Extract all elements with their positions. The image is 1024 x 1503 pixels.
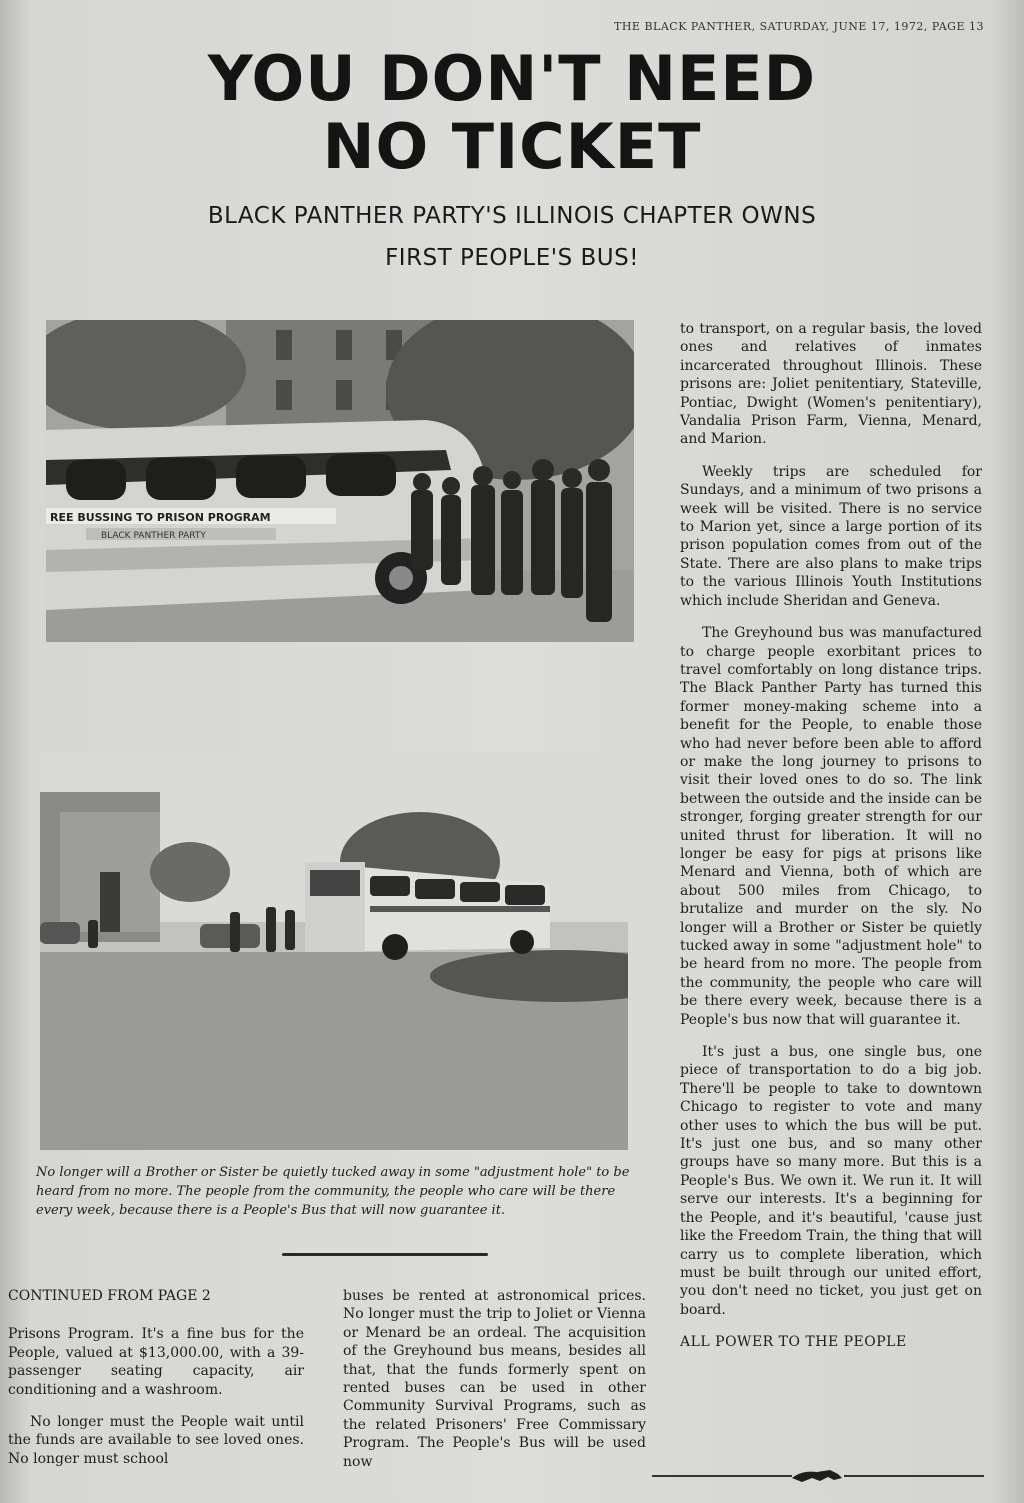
photo-caption: No longer will a Brother or Sister be quietly tucked away in some "adjustment hole" to be heard from no more. The people from the community, the people who care will be there every week, because there is a People's Bus that will now guarantee it.	[36, 1165, 630, 1218]
photo-bus-at-prison	[40, 752, 628, 1150]
article-paragraph: to transport, on a regular basis, the loved ones and relatives of inmates incarcerated throughout Illinois. These prisons are: Joliet penitentiary, Stateville, Pontiac, Dwight (Women's penitentiary), Vandalia Prison Farm, Vienna, Menard, and Marion.	[680, 321, 982, 448]
article-paragraph: It's just a bus, one single bus, one piece of transportation to do a big job. There'll be people to take to downtown Chicago to register to vote and many other uses to which the bus will be put. It's just one bus, and so many other groups have so many more. But this is a People's Bus. We own it. We run it. It will serve our interests. It's a beginning for the People, and it's beautiful, 'cause just like the Freedom Train, the thing that will carry us to complete liberation, which must be built through our united effort, you don't need no ticket, you just get on board.	[680, 1044, 982, 1318]
subhead-line-2: FIRST PEOPLE'S BUS!	[385, 245, 639, 271]
bus-sign-text-2: BLACK PANTHER PARTY	[101, 531, 206, 541]
article-paragraph: Prisons Program. It's a fine bus for the People, valued at $13,000.00, with a 39-passenger seating capacity, air conditioning and a washroom.	[8, 1326, 304, 1398]
subhead-line-1: BLACK PANTHER PARTY'S ILLINOIS CHAPTER OWNS	[207, 203, 817, 229]
article-column-right	[680, 320, 982, 1366]
article-paragraph: The Greyhound bus was manufactured to charge people exorbitant prices to travel comfortably on long distance trips. The Black Panther Party has turned this former money-making scheme into a benefit for the People, to enable those who had never before been able to afford or make the long journey to prisons to visit their loved ones to do so. The link between the outside and the inside can be stronger, forging greater strength for our united thrust for liberation. It will no longer be easy for pigs at prisons like Menard and Vienna, both of which are about 500 miles from Chicago, to brutalize and murder on the sly. No longer will a Brother or Sister be quietly tucked away in some "adjustment hole" to be heard from no more. The people from the community, the people who care will be there every week, because there is a People's bus now that will guarantee it.	[680, 625, 982, 1028]
article-paragraph: buses be rented at astronomical prices. No longer must the trip to Joliet or Vienna or Menard be an ordeal. The acquisition of the Greyhound bus means, besides all that, that the funds formerly spent on rented buses can be used in other Community Survival Programs, such as the related Prisoners' Free Commissary Program. The People's Bus will be used now	[343, 1288, 646, 1470]
running-head: THE BLACK PANTHER, SATURDAY, JUNE 17, 1972, PAGE 13	[614, 20, 984, 33]
article-column-middle	[343, 1287, 646, 1485]
caption-divider	[282, 1253, 488, 1256]
article-column-left	[8, 1287, 304, 1482]
article-paragraph: Weekly trips are scheduled for Sundays, and a minimum of two prisons a week will be visited. There is no service to Marion yet, since a large portion of its prison population comes from out of the State. There are also plans to make trips to the various Illinois Youth Institutions which include Sheridan and Geneva.	[680, 463, 982, 609]
signoff: ALL POWER TO THE PEOPLE	[680, 1334, 907, 1351]
article-paragraph: No longer must the People wait until the funds are available to see loved ones. No longer must school	[8, 1414, 304, 1467]
continued-from-label: CONTINUED FROM PAGE 2	[8, 1288, 211, 1304]
headline-line-1: YOU DON'T NEED	[207, 42, 817, 115]
headline-line-2: NO TICKET	[322, 110, 702, 183]
photo-bus-boarding	[46, 320, 634, 642]
end-rule-panther-icon	[652, 1468, 984, 1484]
bus-sign-text: REE BUSSING TO PRISON PROGRAM	[50, 511, 271, 524]
